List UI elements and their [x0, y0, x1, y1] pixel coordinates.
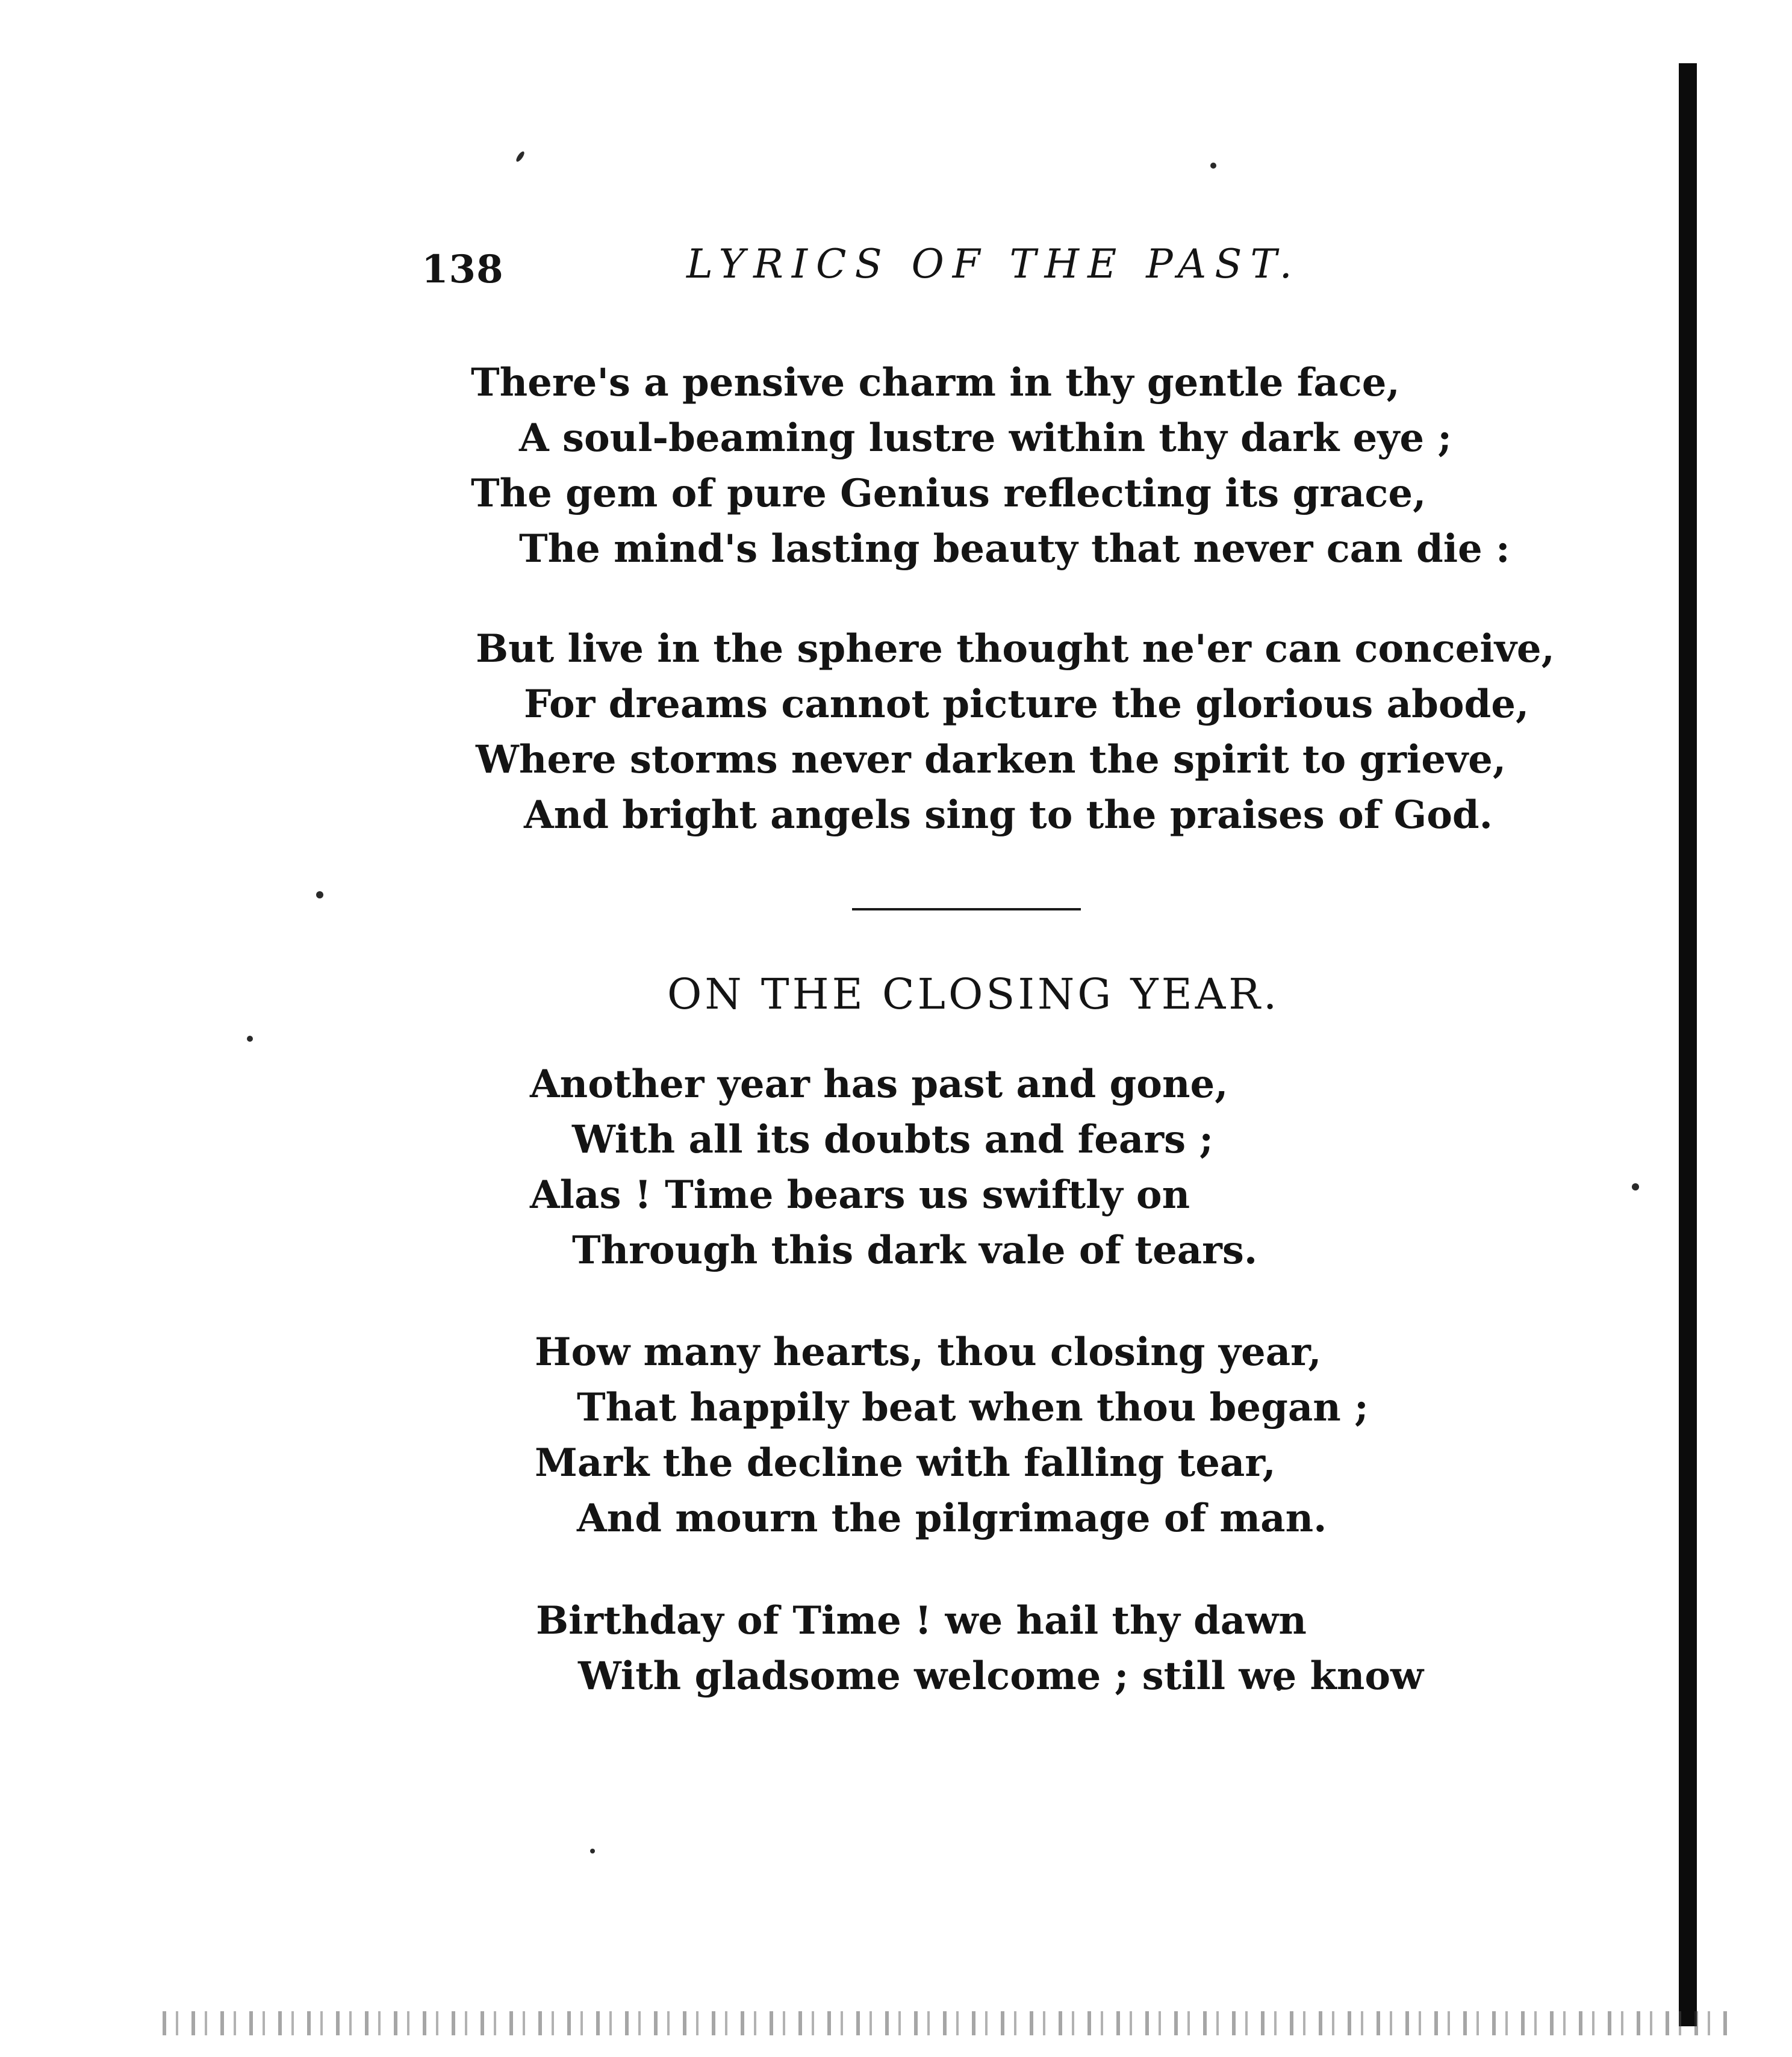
verse-line: How many hearts, thou closing year, [535, 1330, 1322, 1375]
scan-edge-noise [163, 2011, 1728, 2035]
section-divider [852, 908, 1081, 910]
poem-title: ON THE CLOSING YEAR. [667, 969, 1280, 1019]
verse-line: And mourn the pilgrimage of man. [577, 1496, 1327, 1541]
verse-line: With all its doubts and fears ; [572, 1117, 1213, 1162]
verse-line: Where storms never darken the spirit to grieve, [476, 737, 1507, 782]
stanza [536, 1593, 1423, 1704]
stanza [476, 621, 1555, 843]
binding-shadow [1679, 63, 1697, 2026]
page-number: 138 [422, 247, 504, 292]
scan-speck [316, 891, 323, 898]
running-title: LYRICS OF THE PAST. [686, 241, 1301, 287]
verse-line: The gem of pure Genius reflecting its grace, [471, 471, 1426, 516]
scan-speck [1632, 1183, 1639, 1190]
scan-speck [1210, 163, 1216, 169]
stanza [471, 355, 1510, 577]
scan-speck [247, 1036, 253, 1042]
scan-speck [515, 151, 526, 163]
verse-line: There's a pensive charm in thy gentle face, [471, 360, 1400, 405]
verse-line: A soul-beaming lustre within thy dark eye ; [519, 415, 1452, 461]
stanza [530, 1057, 1257, 1278]
verse-line: Alas ! Time bears us swiftly on [530, 1172, 1190, 1218]
running-head [422, 241, 1301, 307]
verse-line: Another year has past and gone, [530, 1062, 1228, 1107]
scan-speck [590, 1849, 595, 1853]
verse-line: And bright angels sing to the praises of God. [524, 792, 1493, 838]
verse-line: Mark the decline with falling tear, [535, 1440, 1276, 1486]
verse-line: Through this dark vale of tears. [572, 1228, 1258, 1273]
stanza [535, 1325, 1369, 1546]
verse-line: For dreams cannot picture the glorious abode, [524, 682, 1529, 727]
verse-line: But live in the sphere thought ne'er can conceive, [476, 626, 1555, 671]
verse-line: That happily beat when thou began ; [577, 1385, 1369, 1430]
verse-line: Birthday of Time ! we hail thy dawn [536, 1598, 1307, 1643]
verse-line: The mind's lasting beauty that never can die : [519, 526, 1510, 571]
verse-line: With gladsome welcome ; still we know [578, 1654, 1424, 1699]
